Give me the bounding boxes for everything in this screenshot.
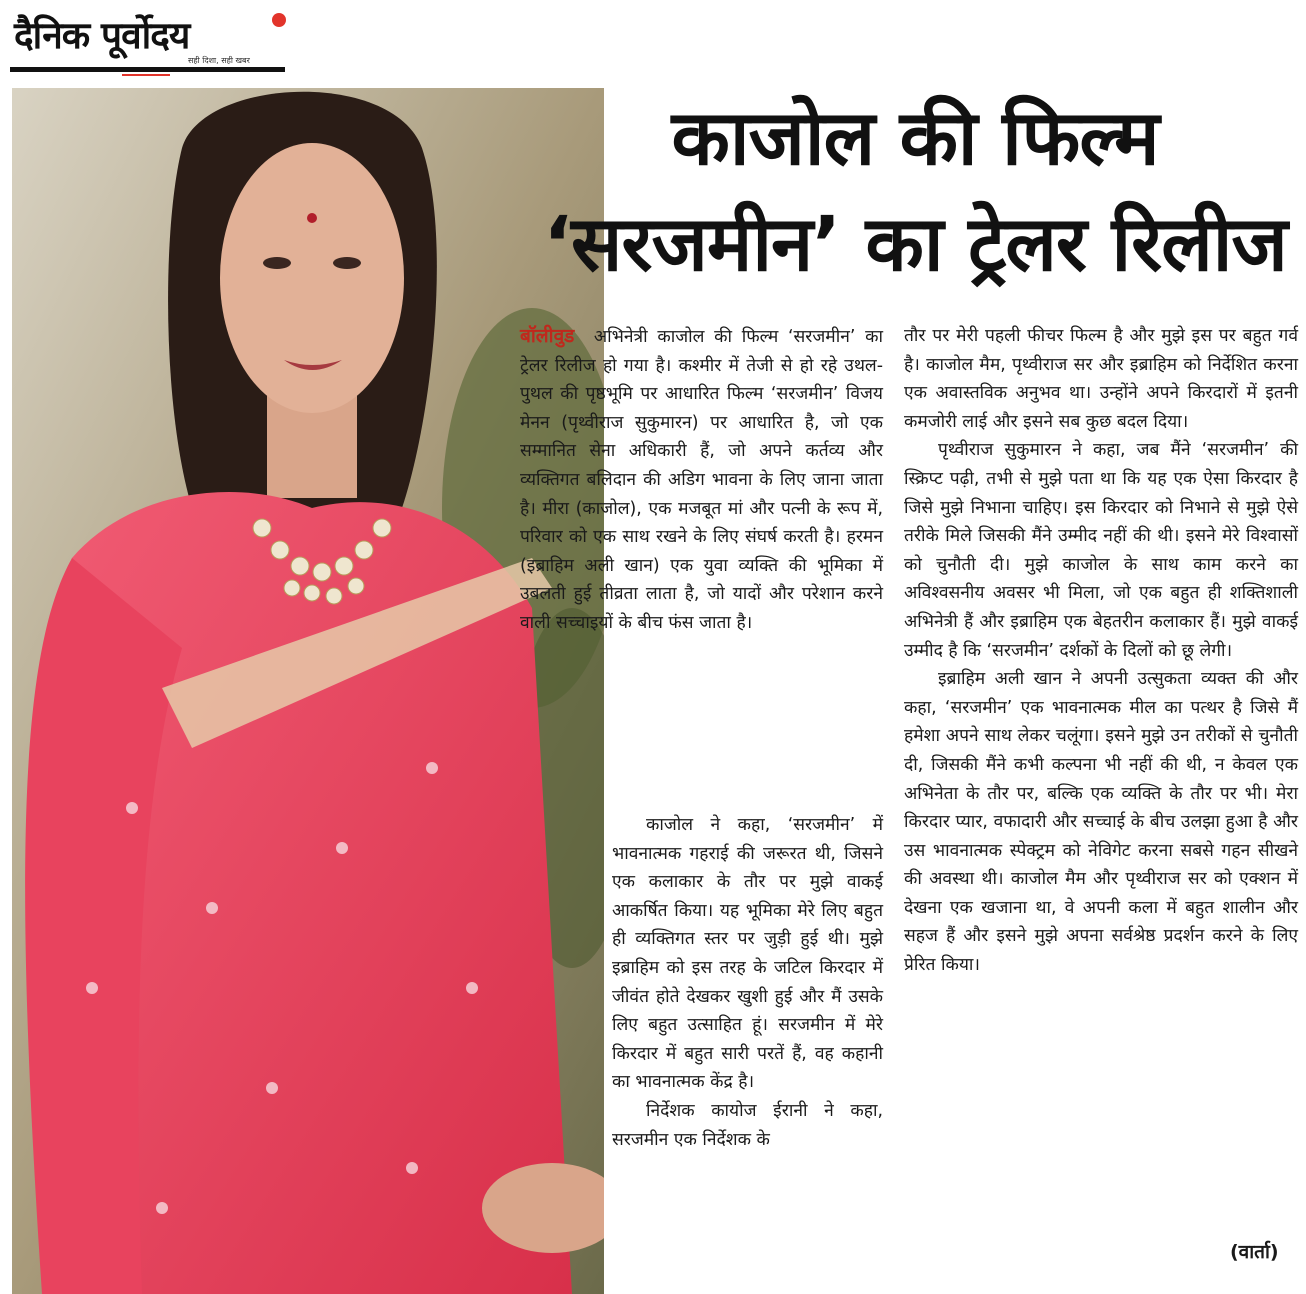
masthead: [10, 0, 290, 74]
paragraph-director-continued: तौर पर मेरी पहली फीचर फिल्म है और मुझे इस पर बहुत गर्व है। काजोल मैम, पृथ्वीराज सर और इब्राहिम को निर्देशित करना एक अवास्तविक अनुभव था। उन्होंने अपने किरदारों में इतनी कमजोरी लाई और इसने सब कुछ बदल दिया।: [904, 326, 1298, 432]
headline-line-1: काजोल की फिल्म: [671, 93, 1159, 182]
article-column-3: [904, 322, 1298, 980]
masthead-rule: [10, 67, 285, 72]
paragraph-ibrahim-quote: इब्राहिम अली खान ने अपनी उत्सुकता व्यक्त की और कहा, ‘सरजमीन’ एक भावनात्मक मील का पत्थर है जिसे मैं हमेशा अपने साथ लेकर चलूंगा। इसने मुझे उन तरीकों से चुनौती दी, जिसकी मैंने कभी कल्पना भी नहीं की थी, न केवल एक अभिनेता के तौर पर, बल्कि एक व्यक्ति के तौर पर भी। मेरा किरदार प्यार, वफादारी और सच्चाई के बीच उलझा हुआ है और उस भावनात्मक स्पेक्ट्रम को नेविगेट करना सबसे गहन सीखने की अवस्था थी। काजोल मैम और पृथ्वीराज सर को एक्शन में देखना एक खजाना था, वे अपनी कला में बहुत शालीन और सहज हैं और इसने मुझे अपना सर्वश्रेष्ठ प्रदर्शन करने के लिए प्रेरित किया।: [904, 669, 1298, 976]
masthead-dot-icon: [272, 13, 286, 27]
article-column-2: [612, 811, 883, 1154]
masthead-accent: [122, 74, 170, 76]
paragraph-prithviraj-quote: पृथ्वीराज सुकुमारन ने कहा, जब मैंने ‘सरजमीन’ की स्क्रिप्ट पढ़ी, तभी से मुझे पता था कि यह एक ऐसा किरदार है जिसे मुझे निभाना चाहिए। इस किरदार को निभाने से मुझे ऐसे तरीके मिले जिसकी मैंने उम्मीद नहीं की थी। इसने मेरे विश्वासों को चुनौती दी। मुझे काजोल के साथ काम करने का अविश्वसनीय अवसर भी मिला, जो एक बहुत ही शक्तिशाली अभिनेत्री हैं और इब्राहिम एक बेहतरीन कलाकार हैं। मुझे वाकई उम्मीद है कि ‘सरजमीन’ दर्शकों के दिलों को छू लेगी।: [904, 440, 1298, 661]
article-photo: [12, 88, 604, 1294]
section-kicker: बॉलीवुड: [520, 325, 575, 347]
paragraph-director-quote: निर्देशक कायोज ईरानी ने कहा, सरजमीन एक निर्देशक के: [612, 1100, 883, 1150]
masthead-logo: दैनिक पूर्वोदय: [14, 14, 190, 57]
actress-photo-illustration: [12, 88, 604, 1294]
masthead-tagline: सही दिशा, सही खबर: [188, 56, 250, 65]
agency-credit: (वार्ता): [1230, 1241, 1279, 1263]
column-1-text: अभिनेत्री काजोल की फिल्म ‘सरजमीन’ का ट्रेलर रिलीज हो गया है। कश्मीर में तेजी से हो रहे उथल-पुथल की पृष्ठभूमि पर आधारित फिल्म ‘सरजमीन’ विजय मेनन (पृथ्वीराज सुकुमारन) पर आधारित है, जो एक सम्मानित सेना अधिकारी हैं, जो अपने कर्तव्य और व्यक्तिगत बलिदान की अडिग भावना के लिए जाना जाता है। मीरा (काजोल), एक मजबूत मां और पत्नी के रूप में, परिवार को एक साथ रखने के लिए संघर्ष करती है। हरमन (इब्राहिम अली खान) एक युवा व्यक्ति की भूमिका में उबलती हुई तीव्रता लाता है, जो यादों और परेशान करने वाली सच्चाइयों के बीच फंस जाता है।: [520, 327, 884, 633]
headline-line-2: ‘सरजमीन’ का ट्रेलर रिलीज: [543, 199, 1287, 288]
paragraph-kajol-quote: काजोल ने कहा, ‘सरजमीन’ में भावनात्मक गहराई की जरूरत थी, जिसने एक कलाकार के तौर पर मुझे वाकई आकर्षित किया। यह भूमिका मेरे लिए बहुत ही व्यक्तिगत स्तर पर जुड़ी हुई थी। मुझे इब्राहिम को इस तरह के जटिल किरदार में जीवंत होते देखकर खुशी हुई और मैं उसके लिए बहुत उत्साहित हूं। सरजमीन में मेरे किरदार में बहुत सारी परतें हैं, वह कहानी का भावनात्मक केंद्र है।: [612, 815, 883, 1093]
headline: [540, 93, 1290, 288]
article-column-1: [520, 322, 883, 638]
